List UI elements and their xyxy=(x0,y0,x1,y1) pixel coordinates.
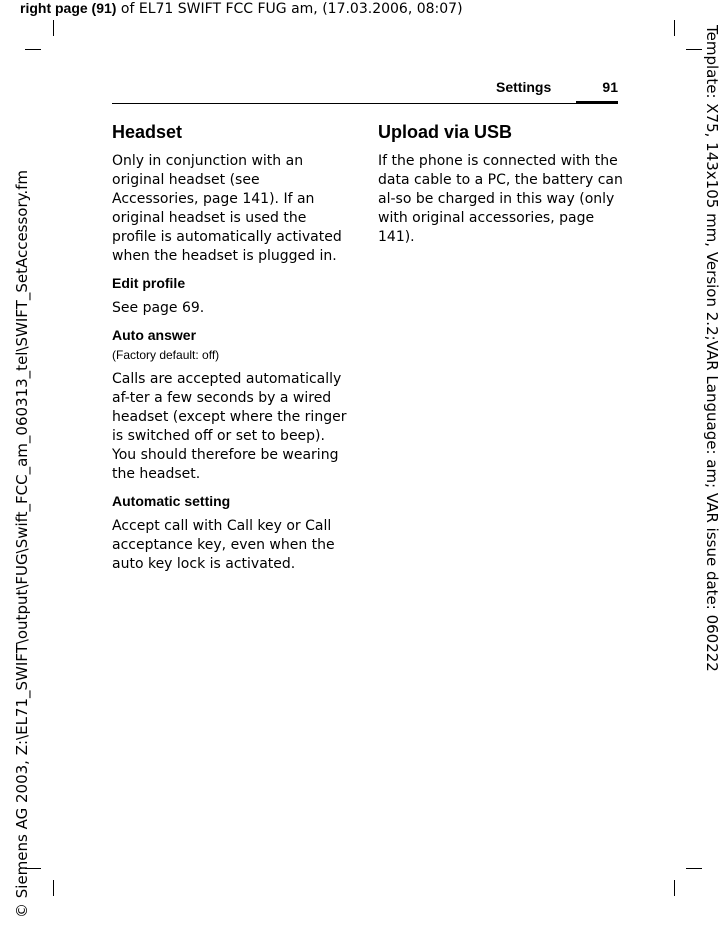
crop-mark xyxy=(53,880,54,896)
auto-answer-text: Calls are accepted automatically af-ter a few seconds by a wired headset (except where the ringer is switched off or set to beep). You should therefore be wearing the headset. xyxy=(112,371,347,482)
template-info-text: Template: X75, 143x105 mm, Version 2.2;VAR Language: am; VAR issue date: 060222 xyxy=(703,25,721,672)
left-column xyxy=(112,120,348,582)
automatic-setting-title: Automatic setting xyxy=(112,493,231,509)
automatic-setting-text: Accept call with Call key or Call acceptance key, even when the auto key lock is activated. xyxy=(112,518,335,572)
header-rule xyxy=(112,103,618,104)
copyright-file-path-text: © Siemens AG 2003, Z:\EL71_SWIFT\output\FUG\Swift_FCC_am_060313_tel\SWIFT_SetAccessory.fm xyxy=(13,169,31,918)
headset-heading: Headset xyxy=(112,122,183,142)
crop-mark xyxy=(686,49,702,50)
print-info-line xyxy=(20,0,463,17)
page-number: 91 xyxy=(602,79,618,95)
print-info-page: right page (91) xyxy=(20,0,117,16)
crop-mark xyxy=(686,868,702,869)
template-info xyxy=(702,25,722,925)
right-column xyxy=(378,120,630,255)
page-number-bar xyxy=(576,101,618,104)
headset-intro: Only in conjunction with an original headset (see Accessories, page 141). If an original headset is used the profile is automatically activated when the headset is plugged in. xyxy=(112,153,342,264)
upload-usb-text: If the phone is connected with the data cable to a PC, the battery can al-so be charged in this way (only with original accessories, page 141). xyxy=(378,153,623,245)
edit-profile-text: See page 69. xyxy=(112,300,205,316)
crop-mark xyxy=(674,20,675,36)
auto-answer-default-note: (Factory default: off) xyxy=(112,348,220,362)
crop-mark xyxy=(53,20,54,36)
print-info-details: of EL71 SWIFT FCC FUG am, (17.03.2006, 08:07) xyxy=(116,1,463,17)
running-header-title: Settings xyxy=(496,79,552,95)
auto-answer-title: Auto answer xyxy=(112,327,197,343)
upload-usb-heading: Upload via USB xyxy=(378,122,513,142)
edit-profile-title: Edit profile xyxy=(112,275,186,291)
copyright-file-path xyxy=(12,18,32,918)
crop-mark xyxy=(674,880,675,896)
